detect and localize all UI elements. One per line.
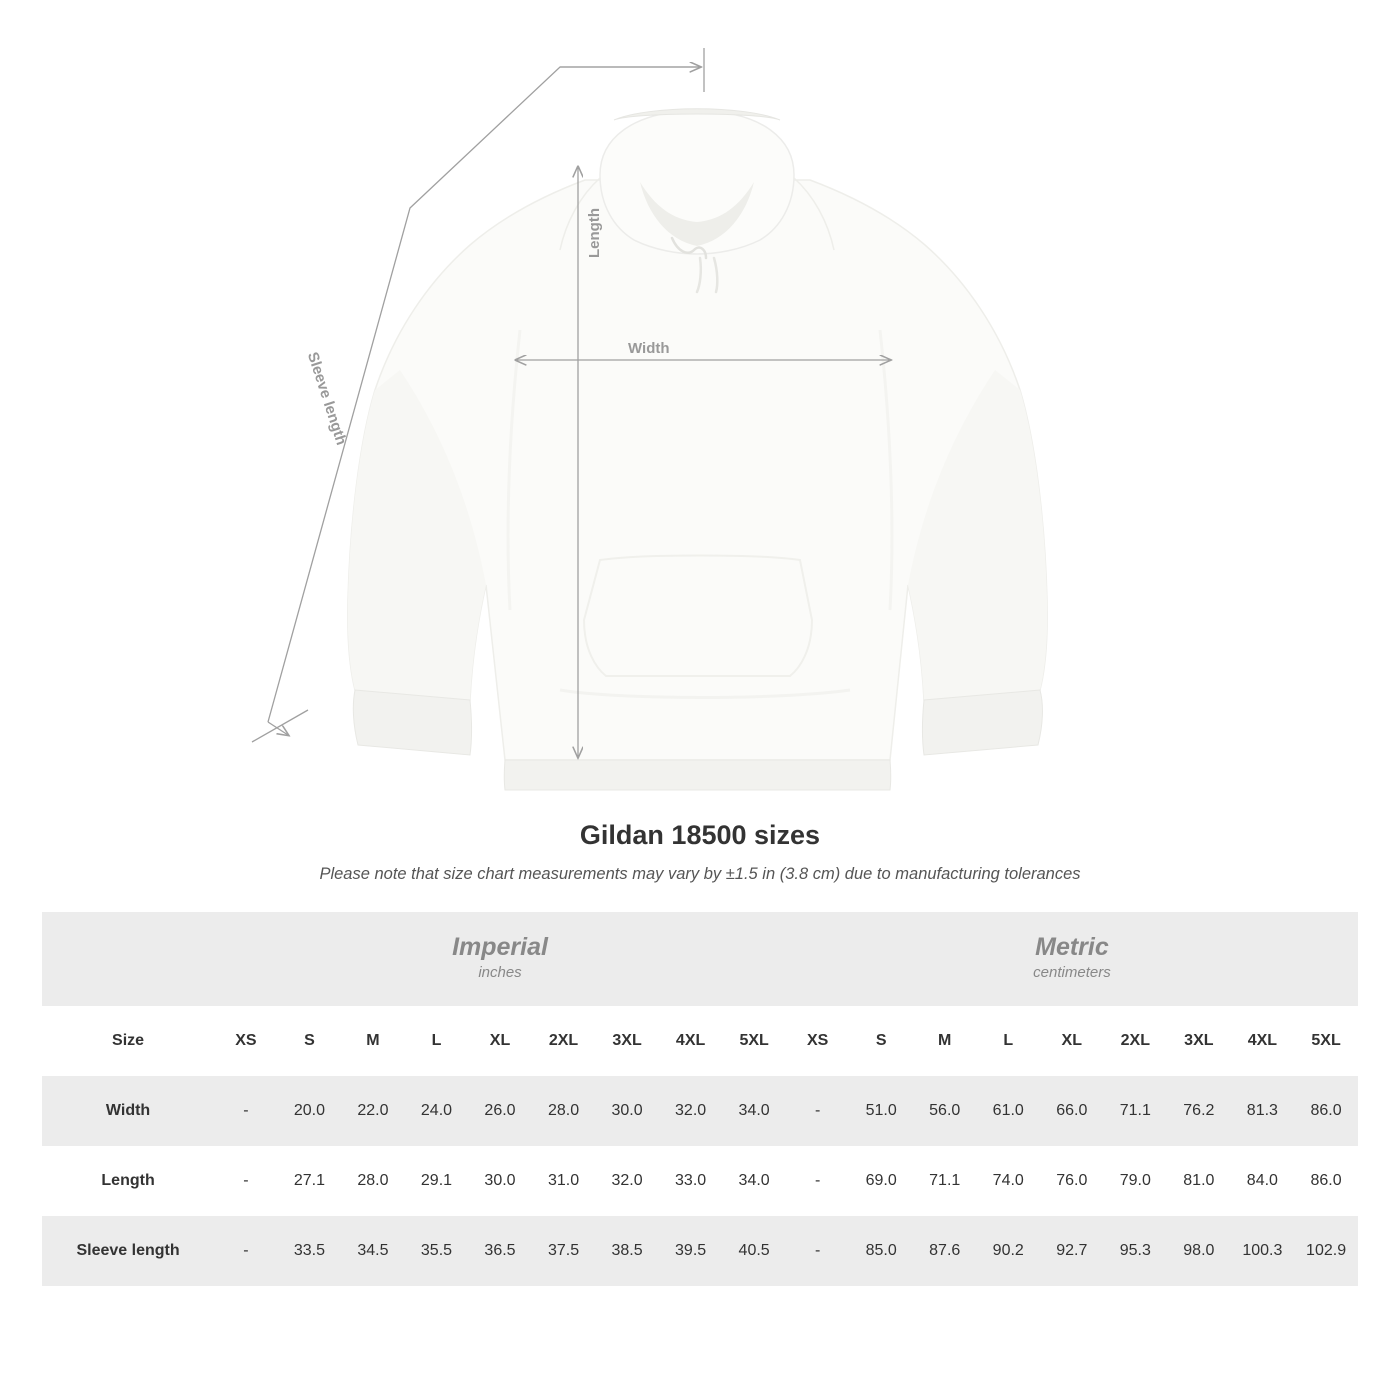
size-header-imperial-l: L — [405, 1006, 469, 1076]
title-block — [0, 820, 1400, 884]
cell-sleeve-metric-2xl: 95.3 — [1104, 1216, 1168, 1286]
cell-width-metric-3xl: 76.2 — [1167, 1076, 1231, 1146]
cell-sleeve-metric-m: 87.6 — [913, 1216, 977, 1286]
unit-header-row — [42, 912, 1358, 1006]
cell-length-imperial-l: 29.1 — [405, 1146, 469, 1216]
size-header-metric-3xl: 3XL — [1167, 1006, 1231, 1076]
size-header-metric-xl: XL — [1040, 1006, 1104, 1076]
cell-sleeve-imperial-xs: - — [214, 1216, 278, 1286]
cell-width-imperial-2xl: 28.0 — [532, 1076, 596, 1146]
cell-sleeve-imperial-l: 35.5 — [405, 1216, 469, 1286]
tolerance-note: Please note that size chart measurements may vary by ±1.5 in (3.8 cm) due to manufacturing tolerances — [319, 865, 1081, 883]
size-header-metric-s: S — [849, 1006, 913, 1076]
cell-sleeve-metric-xs: - — [786, 1216, 850, 1286]
unit-group-imperial-unit: inches — [478, 964, 522, 982]
cell-sleeve-imperial-3xl: 38.5 — [595, 1216, 659, 1286]
cell-sleeve-metric-4xl: 100.3 — [1231, 1216, 1295, 1286]
cell-sleeve-imperial-4xl: 39.5 — [659, 1216, 723, 1286]
cell-length-imperial-s: 27.1 — [278, 1146, 342, 1216]
cell-width-metric-xs: - — [786, 1076, 850, 1146]
cell-width-metric-4xl: 81.3 — [1231, 1076, 1295, 1146]
cell-length-imperial-m: 28.0 — [341, 1146, 405, 1216]
cell-length-metric-2xl: 79.0 — [1104, 1146, 1168, 1216]
size-header-imperial-3xl: 3XL — [595, 1006, 659, 1076]
cell-sleeve-imperial-5xl: 40.5 — [722, 1216, 786, 1286]
size-header-label: Size — [42, 1006, 214, 1076]
cell-length-imperial-5xl: 34.0 — [722, 1146, 786, 1216]
cell-sleeve-imperial-2xl: 37.5 — [532, 1216, 596, 1286]
unit-header-spacer — [42, 912, 214, 1006]
cell-sleeve-metric-xl: 92.7 — [1040, 1216, 1104, 1286]
cell-width-metric-2xl: 71.1 — [1104, 1076, 1168, 1146]
cell-sleeve-imperial-s: 33.5 — [278, 1216, 342, 1286]
page-title: Gildan 18500 sizes — [579, 820, 821, 850]
row-label-width: Width — [42, 1076, 214, 1146]
cell-width-imperial-xl: 26.0 — [468, 1076, 532, 1146]
cell-width-metric-5xl: 86.0 — [1294, 1076, 1358, 1146]
size-header-imperial-2xl: 2XL — [532, 1006, 596, 1076]
cell-length-metric-xl: 76.0 — [1040, 1146, 1104, 1216]
cell-width-imperial-4xl: 32.0 — [659, 1076, 723, 1146]
cell-width-imperial-5xl: 34.0 — [722, 1076, 786, 1146]
size-header-metric-m: M — [913, 1006, 977, 1076]
cell-length-imperial-4xl: 33.0 — [659, 1146, 723, 1216]
cell-length-metric-3xl: 81.0 — [1167, 1146, 1231, 1216]
cell-width-imperial-m: 22.0 — [341, 1076, 405, 1146]
cell-length-metric-s: 69.0 — [849, 1146, 913, 1216]
cell-length-imperial-3xl: 32.0 — [595, 1146, 659, 1216]
length-label: Length — [586, 208, 603, 258]
unit-group-metric — [786, 912, 1358, 1006]
size-header-metric-4xl: 4XL — [1231, 1006, 1295, 1076]
table-row — [42, 1076, 1358, 1146]
unit-group-metric-unit: centimeters — [1033, 964, 1111, 982]
cell-length-metric-5xl: 86.0 — [1294, 1146, 1358, 1216]
size-header-row — [42, 1006, 1358, 1076]
size-header-metric-xs: XS — [786, 1006, 850, 1076]
cell-width-imperial-3xl: 30.0 — [595, 1076, 659, 1146]
cell-width-imperial-xs: - — [214, 1076, 278, 1146]
cell-length-metric-4xl: 84.0 — [1231, 1146, 1295, 1216]
cell-length-metric-m: 71.1 — [913, 1146, 977, 1216]
cell-sleeve-imperial-xl: 36.5 — [468, 1216, 532, 1286]
unit-group-metric-name: Metric — [1035, 933, 1109, 962]
size-header-metric-2xl: 2XL — [1104, 1006, 1168, 1076]
size-header-imperial-5xl: 5XL — [722, 1006, 786, 1076]
hoodie-body — [348, 109, 1047, 790]
cell-sleeve-metric-l: 90.2 — [976, 1216, 1040, 1286]
unit-group-imperial-name: Imperial — [452, 933, 548, 962]
size-chart-table — [42, 912, 1358, 1286]
size-header-imperial-m: M — [341, 1006, 405, 1076]
cell-sleeve-metric-3xl: 98.0 — [1167, 1216, 1231, 1286]
row-label-length: Length — [42, 1146, 214, 1216]
size-table-wrapper — [42, 912, 1358, 1286]
cell-length-metric-xs: - — [786, 1146, 850, 1216]
cell-width-imperial-s: 20.0 — [278, 1076, 342, 1146]
table-row — [42, 1146, 1358, 1216]
cell-length-metric-l: 74.0 — [976, 1146, 1040, 1216]
cell-length-imperial-xl: 30.0 — [468, 1146, 532, 1216]
cell-sleeve-metric-5xl: 102.9 — [1294, 1216, 1358, 1286]
size-header-metric-5xl: 5XL — [1294, 1006, 1358, 1076]
unit-group-imperial — [214, 912, 786, 1006]
cell-length-imperial-xs: - — [214, 1146, 278, 1216]
table-row — [42, 1216, 1358, 1286]
cell-width-metric-l: 61.0 — [976, 1076, 1040, 1146]
cell-width-metric-s: 51.0 — [849, 1076, 913, 1146]
size-header-metric-l: L — [976, 1006, 1040, 1076]
cell-sleeve-metric-s: 85.0 — [849, 1216, 913, 1286]
size-header-imperial-xs: XS — [214, 1006, 278, 1076]
size-header-imperial-4xl: 4XL — [659, 1006, 723, 1076]
row-label-sleeve-length: Sleeve length — [42, 1216, 214, 1286]
cell-length-imperial-2xl: 31.0 — [532, 1146, 596, 1216]
cell-width-metric-xl: 66.0 — [1040, 1076, 1104, 1146]
cell-width-imperial-l: 24.0 — [405, 1076, 469, 1146]
width-label: Width — [628, 340, 670, 357]
cell-width-metric-m: 56.0 — [913, 1076, 977, 1146]
size-header-imperial-s: S — [278, 1006, 342, 1076]
size-header-imperial-xl: XL — [468, 1006, 532, 1076]
sleeve-length-label: Sleeve length — [303, 350, 350, 448]
cell-sleeve-imperial-m: 34.5 — [341, 1216, 405, 1286]
